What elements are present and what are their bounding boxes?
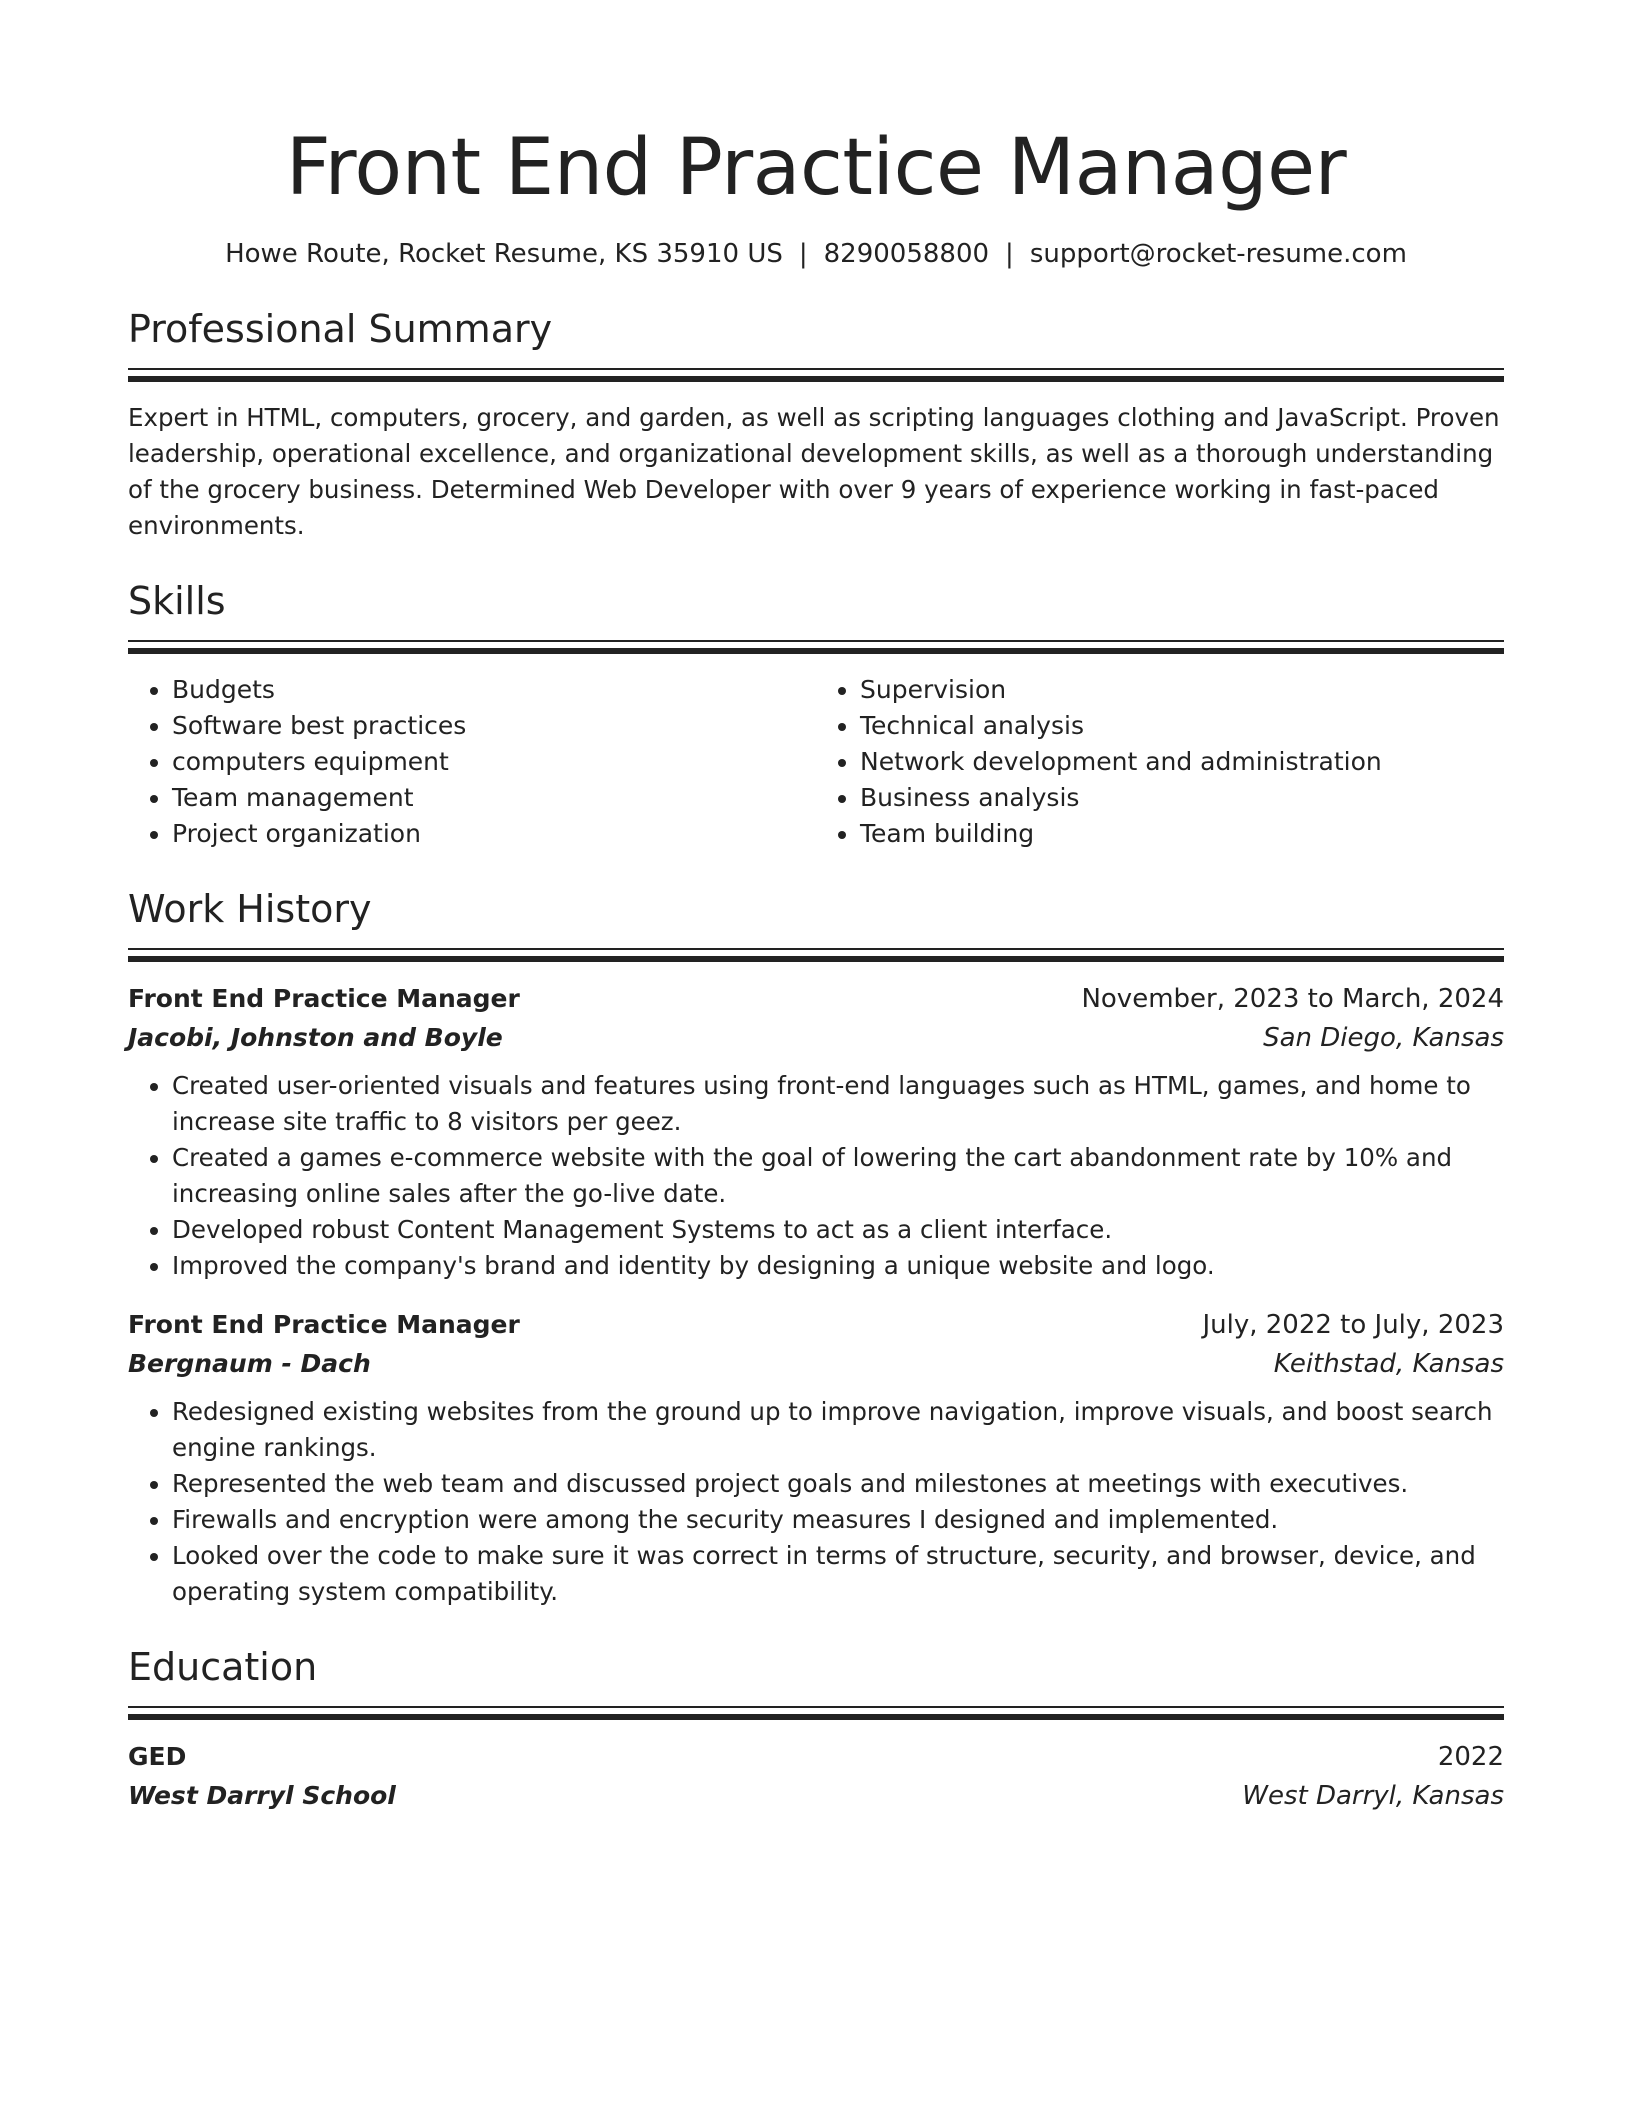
job-company-row [128, 1344, 1504, 1384]
job-bullet: • Looked over the code to make sure it was correct in terms of structure, security, and browser, device, and operating system compatibility. [172, 1538, 1504, 1610]
job-location: San Diego, Kansas [1263, 1023, 1504, 1053]
job-bullet: • Firewalls and encryption were among the security measures I designed and implemented. [172, 1502, 1504, 1538]
skills-section [128, 578, 1504, 852]
section-divider [128, 640, 1504, 654]
job-bullet: • Created user-oriented visuals and features using front-end languages such as HTML, games, and home to increase site traffic to 8 visitors per geez. [172, 1068, 1504, 1140]
job-bullet: • Created a games e-commerce website with the goal of lowering the cart abandonment rate by 10% and increasing online sales after the go-live date. [172, 1140, 1504, 1212]
job-entry [128, 980, 1504, 1284]
job-bullets [128, 1068, 1504, 1284]
contact-address: Howe Route, Rocket Resume, KS 35910 US [225, 239, 783, 269]
job-bullets [128, 1394, 1504, 1610]
education-degree: GED [128, 1742, 187, 1771]
education-section [128, 1644, 1504, 1816]
section-title-education: Education [128, 1645, 318, 1689]
skill-item: • computers equipment [172, 744, 816, 780]
job-header-row [128, 980, 1504, 1018]
summary-section [128, 306, 1504, 544]
job-company: Bergnaum - Dach [128, 1349, 371, 1378]
skill-item: • Software best practices [172, 708, 816, 744]
job-company: Jacobi, Johnston and Boyle [128, 1023, 503, 1052]
skill-item: • Supervision [860, 672, 1504, 708]
section-title-skills: Skills [128, 579, 226, 623]
job-dates: November, 2023 to March, 2024 [1081, 984, 1504, 1014]
candidate-name: Front End Practice Manager [285, 123, 1347, 213]
skill-item: • Budgets [172, 672, 816, 708]
job-title: Front End Practice Manager [128, 984, 520, 1013]
skills-list-left [128, 672, 816, 852]
skills-list-right [816, 672, 1504, 852]
skills-columns [128, 672, 1504, 852]
education-school-row [128, 1776, 1504, 1816]
job-bullet: • Improved the company's brand and identity by designing a unique website and logo. [172, 1248, 1504, 1284]
skill-item: • Technical analysis [860, 708, 1504, 744]
job-company-row [128, 1018, 1504, 1058]
contact-email[interactable]: support@rocket-resume.com [1029, 239, 1407, 269]
skill-item: • Team management [172, 780, 816, 816]
job-header-row [128, 1306, 1504, 1344]
job-title: Front End Practice Manager [128, 1310, 520, 1339]
section-divider [128, 368, 1504, 382]
skill-item: • Team building [860, 816, 1504, 852]
job-bullet: • Redesigned existing websites from the ground up to improve navigation, improve visuals, and boost search engine rankings. [172, 1394, 1504, 1466]
skill-item: • Network development and administration [860, 744, 1504, 780]
job-bullet: • Represented the web team and discussed project goals and milestones at meetings with executives. [172, 1466, 1504, 1502]
education-header-row [128, 1738, 1504, 1776]
skill-item: • Project organization [172, 816, 816, 852]
education-school: West Darryl School [128, 1781, 396, 1810]
education-location: West Darryl, Kansas [1242, 1781, 1504, 1811]
job-bullet: • Developed robust Content Management Systems to act as a client interface. [172, 1212, 1504, 1248]
contact-line [128, 236, 1504, 272]
section-title-work-history: Work History [128, 887, 372, 931]
job-location: Keithstad, Kansas [1273, 1349, 1504, 1379]
section-title-summary: Professional Summary [128, 307, 553, 351]
skill-item: • Business analysis [860, 780, 1504, 816]
section-divider [128, 1706, 1504, 1720]
work-history-section [128, 886, 1504, 1610]
contact-separator: | [798, 239, 808, 269]
contact-phone: 8290058800 [823, 239, 990, 269]
job-entry [128, 1306, 1504, 1610]
section-divider [128, 948, 1504, 962]
job-dates: July, 2022 to July, 2023 [1202, 1310, 1504, 1340]
summary-text: Expert in HTML, computers, grocery, and garden, as well as scripting languages clothing and JavaScript. Proven leadership, operational excellence, and organizational development skills, as well as a thorough understanding of the grocery business. Determined Web Developer with over 9 years of experience working in fast-paced environments. [128, 403, 1500, 540]
contact-separator: | [1005, 239, 1014, 269]
education-year: 2022 [1437, 1742, 1504, 1772]
